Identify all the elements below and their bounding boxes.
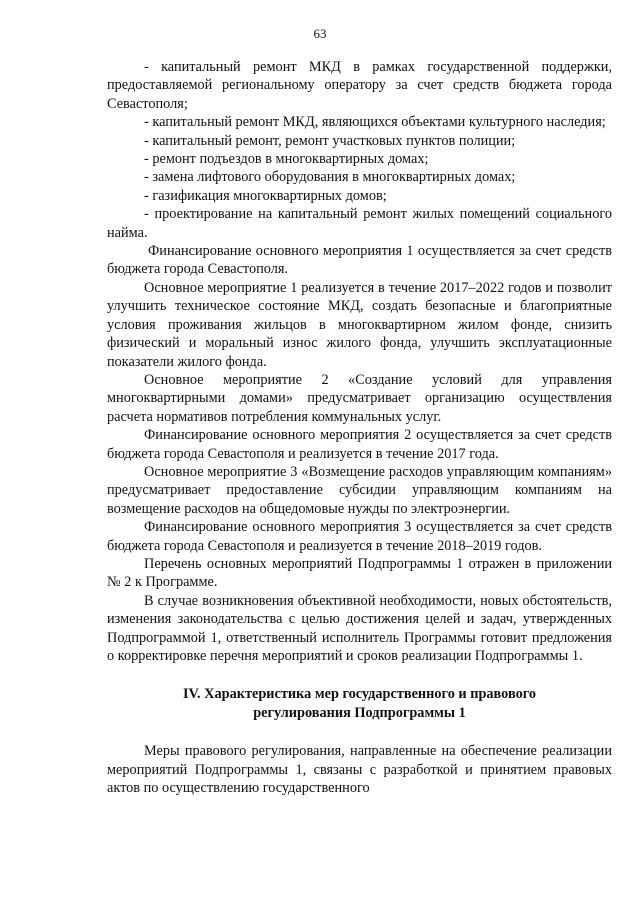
paragraph: Меры правового регулирования, направленные на обеспечение реализации мероприятий Подпрограммы 1, связаны с разработкой и принятием правовых актов по осуществлению государственного (107, 743, 612, 797)
paragraph: Финансирование основного мероприятия 2 осуществляется за счет средств бюджета города Севастополя и реализуется в течение 2017 года. (107, 427, 612, 462)
list-item: - капитальный ремонт, ремонт участковых пунктов полиции; (144, 132, 516, 149)
list-item: - ремонт подъездов в многоквартирных домах; (144, 151, 429, 168)
paragraph: Перечень основных мероприятий Подпрограммы 1 отражен в приложении № 2 к Программе. (107, 555, 612, 591)
list-item: - газификация многоквартирных домов; (144, 187, 387, 204)
list-item: - замена лифтового оборудования в многоквартирных домах; (144, 169, 516, 186)
paragraph: Финансирование основного мероприятия 3 осуществляется за счет средств бюджета города Севастополя и реализуется в течение 2018–2019 годов. (107, 519, 612, 554)
list-item: - капитальный ремонт МКД, являющихся объектами культурного наследия; (144, 114, 606, 131)
section-heading (107, 685, 612, 722)
section-heading-line2: регулирования Подпрограммы 1 (253, 704, 466, 721)
document-body (107, 58, 612, 797)
paragraph: Основное мероприятие 3 «Возмещение расходов управляющим компаниям» предусматривает предоставление субсидии управляющим компаниям на возмещение расходов на общедомовые нужды по электроэнергии. (107, 463, 612, 517)
page-number: 63 (313, 26, 327, 41)
list-item: - капитальный ремонт МКД в рамках государственной поддержки, предоставляемой региональному оператору за счет средств бюджета города Севастополя; (107, 59, 612, 112)
section-heading-line1: IV. Характеристика мер государственного и правового (182, 686, 537, 703)
list-item: - проектирование на капитальный ремонт жилых помещений социального найма. (107, 206, 612, 241)
paragraph: Основное мероприятие 2 «Создание условий для управления многоквартирными домами» предусматривает организацию осуществления расчета нормативов потребления коммунальных услуг. (107, 371, 612, 425)
paragraph: Основное мероприятие 1 реализуется в течение 2017–2022 годов и позволит улучшить техническое состояние МКД, создать безопасные и благоприятные условия проживания жильцов в многоквартирном жилом фонде, снизить физический и моральный износ жилого фонда, улучшить эксплуатационные показатели жилого фонда. (107, 279, 612, 370)
paragraph: Финансирование основного мероприятия 1 осуществляется за счет средств бюджета города Севастополя. (107, 243, 612, 278)
paragraph: В случае возникновения объективной необходимости, новых обстоятельств, изменения законодательства с целью достижения целей и задач, утвержденных Подпрограммой 1, ответственный исполнитель Программы готовит предложения о корректировке перечня мероприятий и сроков реализации Подпрограммы 1. (107, 592, 612, 664)
